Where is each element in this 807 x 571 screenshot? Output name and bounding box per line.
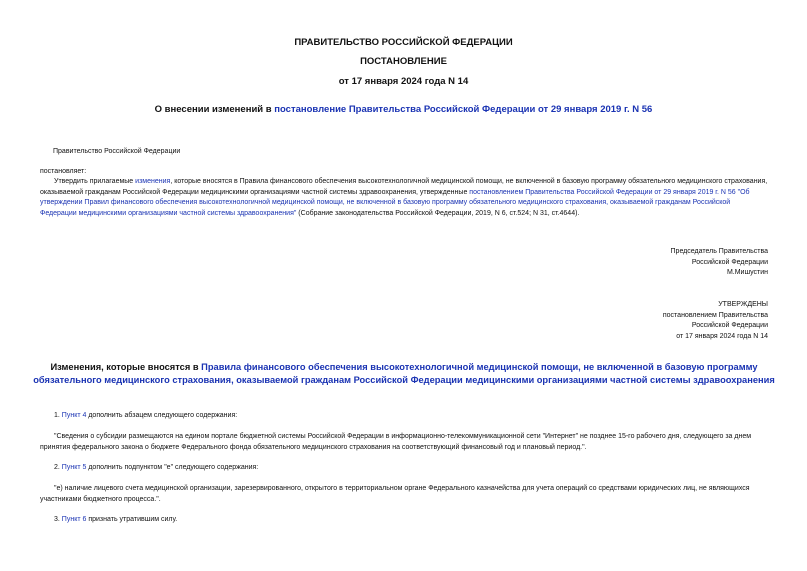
changes-heading-prefix: Изменения, которые вносятся в [50,362,202,372]
approval-country: Российской Федерации [691,322,768,330]
preamble-text-mid: , которые вносятся в Правила финансового обеспечения высокотехнологичной медицинской помощи, не включенной в базовую программу обязательного медицинского страхования, оказываемой гражданам Российской Федерации медицинскими организациями частной системы здравоохранения, утвержденные [40,178,768,196]
rules-link[interactable]: Правила финансового обеспечения высокотехнологичной медицинской помощи, не включенной в базовую программу обязательного медицинского страхования, оказываемой гражданам Российской Федерации медицинскими организациями частной системы здравоохранения [33,362,775,385]
list-item [40,411,768,422]
item-quote: "Сведения о субсидии размещаются на едином портале бюджетной системы Российской Федерации в информационно-телекоммуникационной сети "Интернет" не позднее 15-го рабочего дня, следующего за днем принятия федерального закона о бюджете Федерального фонда обязательного медицинского страхования на соответствующий финансовый год и плановый период.". [40,433,752,451]
signature-block [468,247,768,279]
decree-56-link[interactable]: постановлением Правительства Российской Федерации от 29 января 2019 г. N 56 "Об утверждении Правил финансового обеспечения высокотехнологичной медицинской помощи, не включенной в базовую программу обязательного медицинского страхования, оказываемой гражданам Российской Федерации медицинскими организациями частной системы здравоохранения" [40,188,750,217]
list-item [40,515,768,526]
changes-heading [30,361,778,386]
list-item [40,463,768,474]
signature-country: Российской Федерации [691,258,768,266]
preamble-paragraph [40,177,768,219]
item-text: дополнить абзацем следующего содержания: [86,412,238,419]
item-number: 1. [54,412,62,419]
preamble-text-start: Утвердить прилагаемые [54,178,136,185]
item-text: признать утратившим силу. [86,516,178,523]
document-type: ПОСТАНОВЛЕНИЕ [360,56,447,67]
approval-date: от 17 января 2024 года N 14 [676,333,768,341]
item-quote: "е) наличие лицевого счета медицинской организации, зарезервированного, открытого в территориальном органе Федерального казначейства для учета операций со средствами юридических лиц, не являющихся участниками бюджетного процесса.". [40,485,750,503]
signature-title: Председатель Правительства [670,248,768,255]
signature-name: М.Мишустин [726,269,768,277]
item-number: 3. [54,516,62,523]
document-title [0,104,807,115]
item-text: дополнить подпунктом "е" следующего содержания: [86,464,259,471]
approval-by: постановлением Правительства [662,311,768,319]
item-number: 2. [54,464,62,471]
title-prefix: О внесении изменений в [154,104,275,115]
issuer: Правительство Российской Федерации [53,148,181,155]
approval-block [468,300,768,343]
document-date-number: от 17 января 2024 года N 14 [338,76,469,87]
item-link[interactable]: Пункт 4 [61,412,87,419]
item-link[interactable]: Пункт 6 [61,516,87,523]
government-heading: ПРАВИТЕЛЬСТВО РОССИЙСКОЙ ФЕДЕРАЦИИ [294,37,513,48]
changes-link[interactable]: изменения [135,178,171,185]
title-decree-link[interactable]: постановление Правительства Российской Федерации от 29 января 2019 г. N 56 [274,104,653,115]
preamble-text-end: (Собрание законодательства Российской Федерации, 2019, N 6, ст.524; N 31, ст.4644). [296,209,580,217]
approval-label: УТВЕРЖДЕНЫ [718,301,768,308]
item-link[interactable]: Пункт 5 [61,464,87,471]
decides-label: постановляет: [40,168,87,175]
